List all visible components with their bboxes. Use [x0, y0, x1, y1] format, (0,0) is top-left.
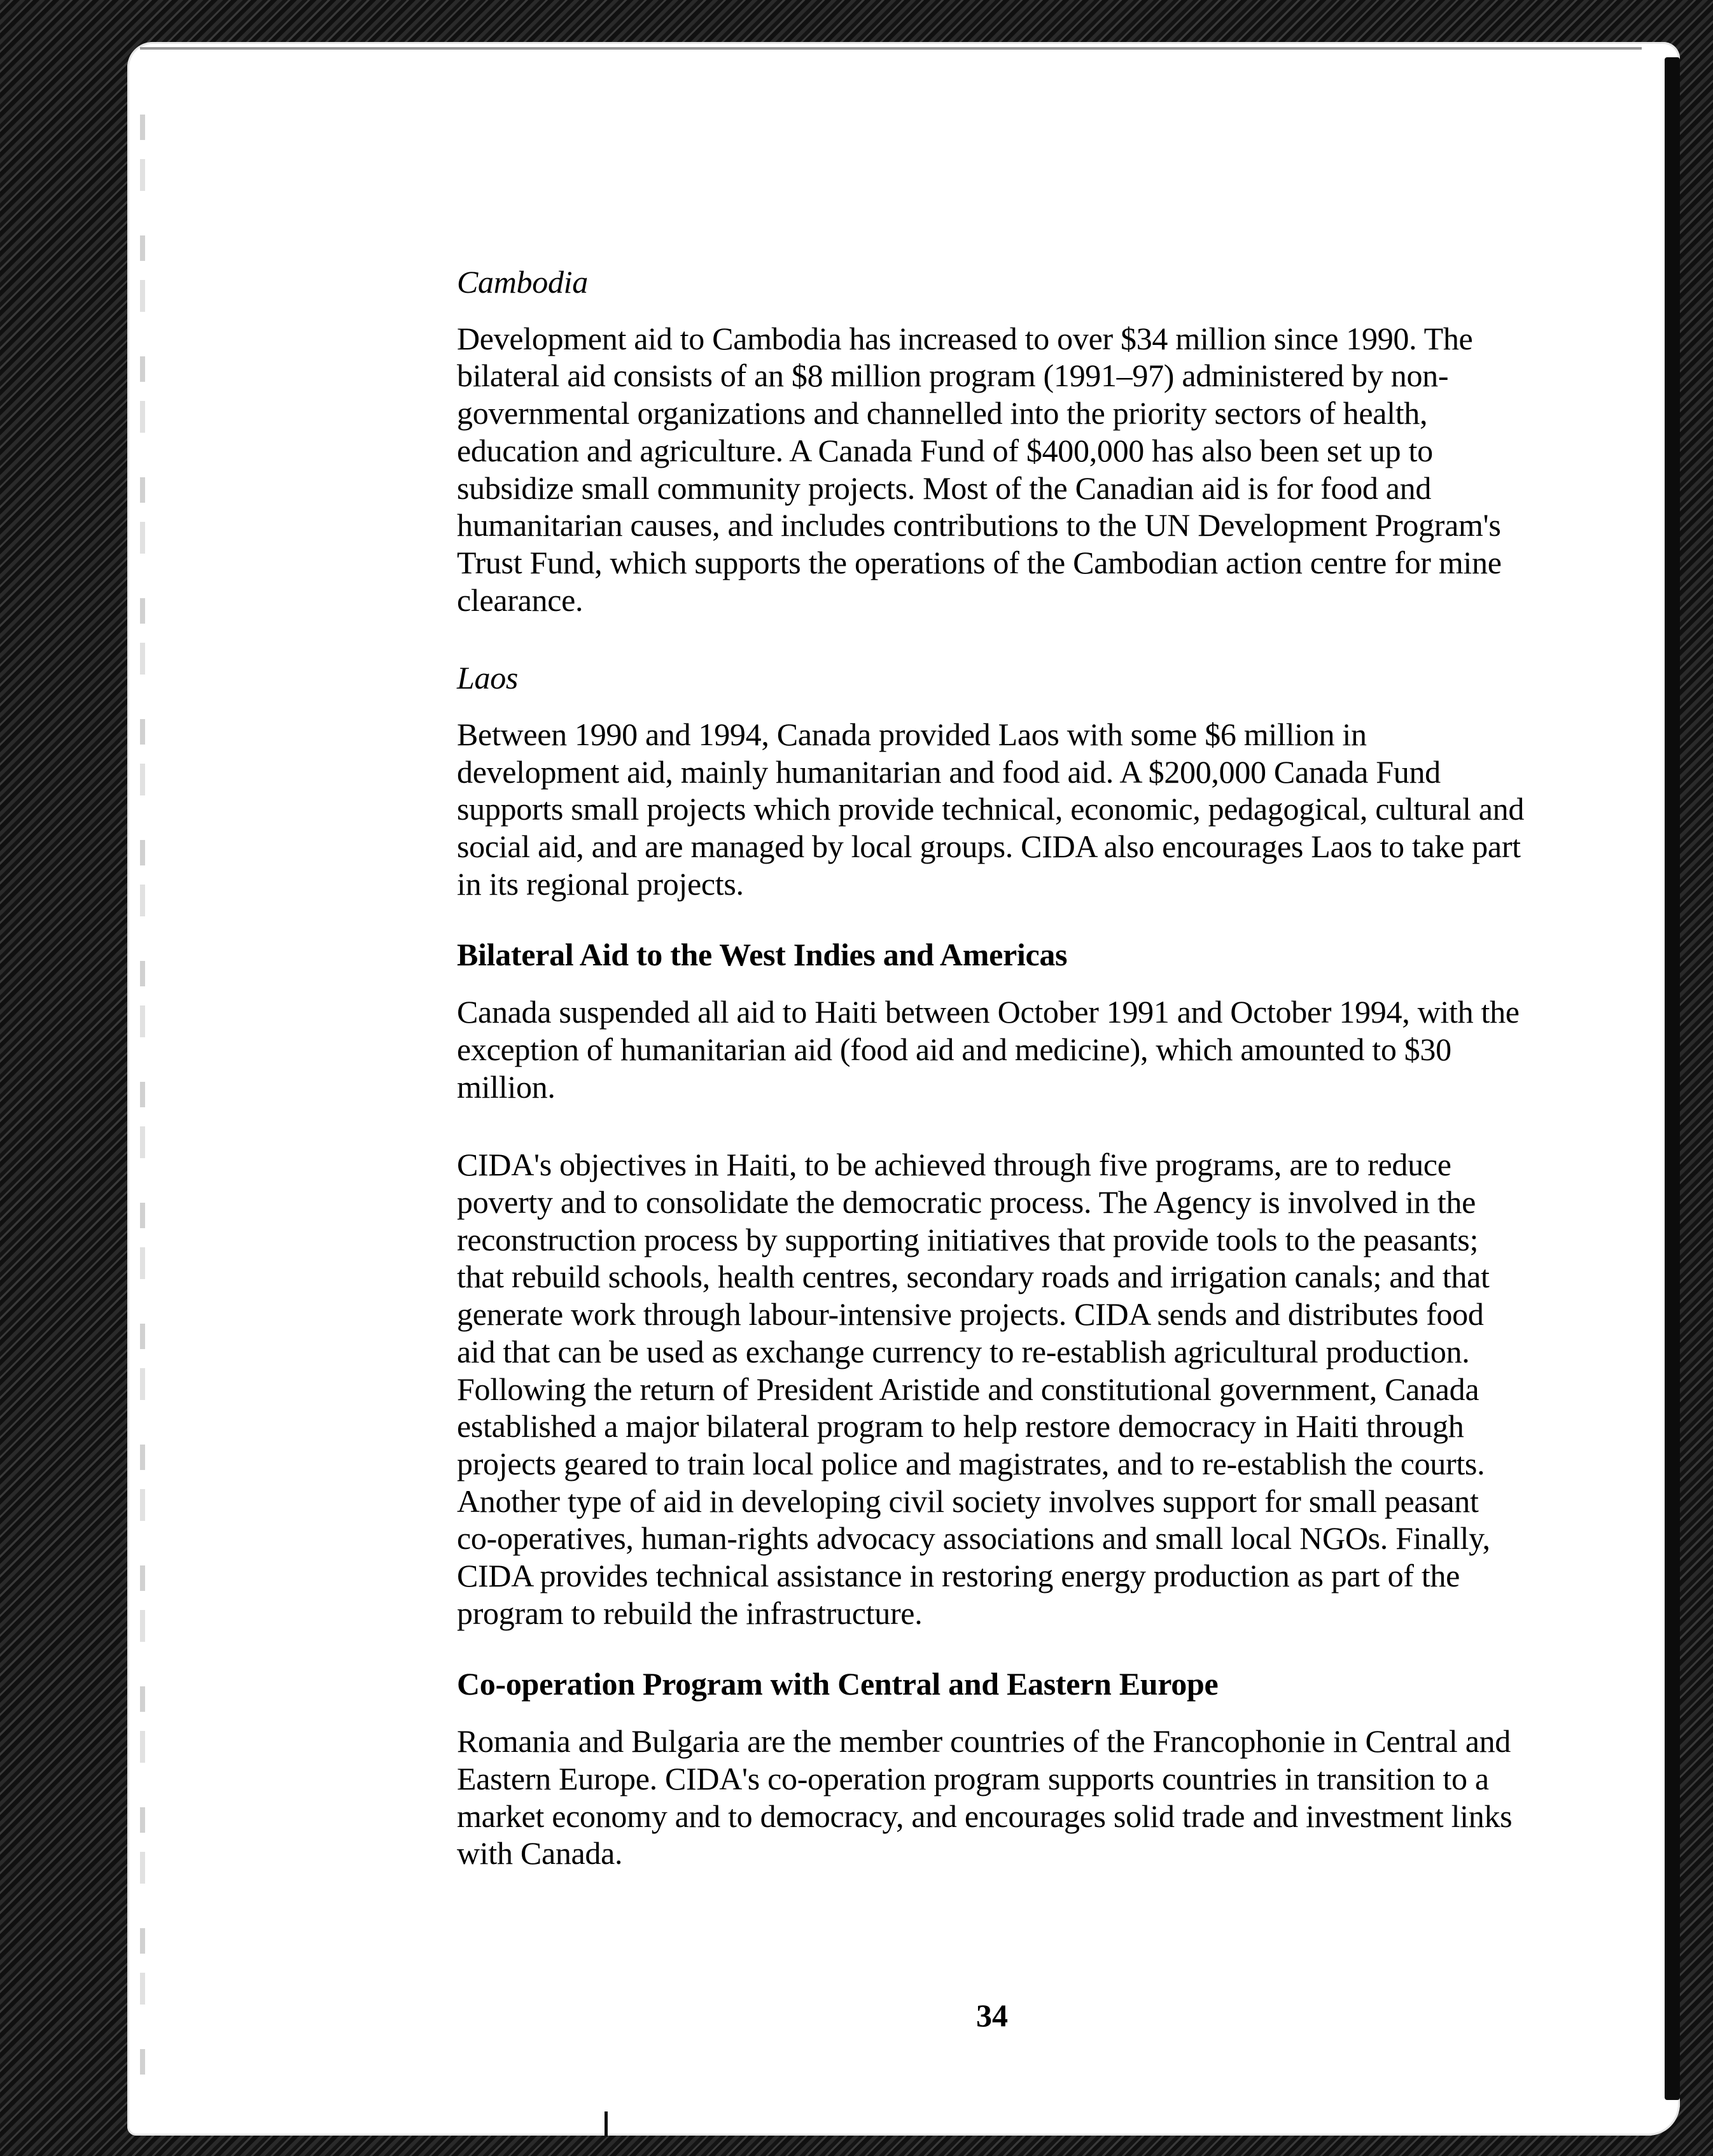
section-heading-cambodia: Cambodia [457, 264, 588, 300]
document-body [457, 263, 1526, 1913]
paragraph-haiti-suspension: Canada suspended all aid to Haiti between October 1991 and October 1994, with the exception of humanitarian aid (food aid and medicine), which amounted to $30 million. [457, 994, 1520, 1105]
section-heading-west-indies: Bilateral Aid to the West Indies and Americas [457, 936, 1068, 972]
section-heading-laos: Laos [457, 660, 519, 696]
page-top-edge [140, 47, 1642, 50]
paragraph-romania-bulgaria: Romania and Bulgaria are the member countries of the Francophonie in Central and Eastern Europe. CIDA's co-operation program supports countries in transition to a market economy and to democracy, and encourages solid trade and investment links with Canada. [457, 1723, 1513, 1872]
paragraph-cambodia-aid: Development aid to Cambodia has increased to over $34 million since 1990. The bilateral aid consists of an $8 million program (1991–97) administered by non-governmental organizations and channelled into the priority sectors of health, education and agriculture. A Canada Fund of $400,000 has also been set up to subsidize small community projects. Most of the Canadian aid is for food and humanitarian causes, and includes contributions to the UN Development Program's Trust Fund, which supports the operations of the Cambodian action centre for mine clearance. [457, 320, 1502, 618]
section-cambodia [457, 263, 1526, 619]
section-central-eastern-europe [457, 1665, 1526, 1873]
page-number: 34 [976, 1998, 1008, 2033]
page-binding-shadow [140, 115, 145, 2087]
section-west-indies-americas [457, 936, 1526, 1632]
paragraph-laos-aid: Between 1990 and 1994, Canada provided Laos with some $6 million in development aid, mainly humanitarian and food aid. A $200,000 Canada Fund supports small projects which provide technical, economic, pedagogical, cultural and social aid, and are managed by local groups. CIDA also encourages Laos to take part in its regional projects. [457, 717, 1525, 902]
section-heading-central-europe: Co-operation Program with Central and Eastern Europe [457, 1665, 1219, 1702]
page-right-edge [1665, 57, 1680, 2100]
scan-artifact-mark [605, 2111, 608, 2137]
paragraph-cida-haiti-objectives: CIDA's objectives in Haiti, to be achieved through five programs, are to reduce poverty and to consolidate the democratic process. The Agency is involved in the reconstruction process by supporting initiatives that provide tools to the peasants; that rebuild schools, health centres, secondary roads and irrigation canals; and that generate work through labour-intensive projects. CIDA sends and distributes food aid that can be used as exchange currency to re-establish agricultural production. Following the return of President Aristide and constitutional government, Canada established a major bilateral program to help restore democracy in Haiti through projects geared to train local police and magistrates, and to re-establish the courts. Another type of aid in developing civil society involves support for small peasant co-operatives, human-rights advocacy associations and small local NGOs. Finally, CIDA provides technical assistance in restoring energy production as part of the program to rebuild the infrastructure. [457, 1147, 1490, 1631]
section-laos [457, 659, 1526, 902]
